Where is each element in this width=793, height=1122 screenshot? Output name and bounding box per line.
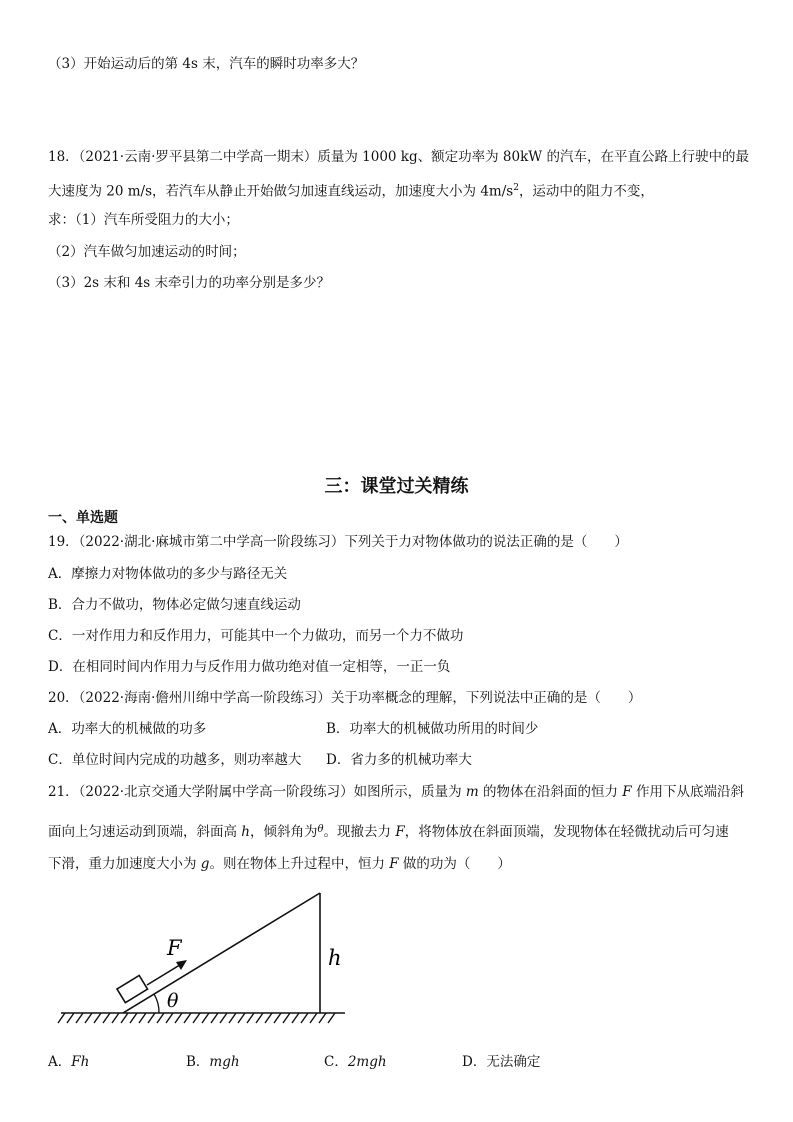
q21-var-f3: F: [389, 856, 399, 872]
q20-option-a: A．功率大的机械做的功多: [48, 721, 207, 737]
block: [117, 975, 148, 1002]
hatch-mark: [112, 1013, 119, 1023]
q19-stem: 19．（2022·湖北·麻城市第二中学高一阶段练习）下列关于力对物体做功的说法正确的是（ ）: [48, 534, 628, 550]
q21-line2b: ，倾斜角为: [250, 824, 318, 840]
hatch-mark: [148, 1013, 155, 1023]
incline-surface: [123, 893, 320, 1013]
hatch-mark: [283, 1013, 290, 1023]
angle-arc: [154, 994, 159, 1013]
q18-part1: 求：（1）汽车所受阻力的大小；: [48, 212, 239, 228]
q21-var-m: m: [465, 784, 479, 800]
q21-stem-line2: [48, 820, 729, 842]
hatch-mark: [166, 1013, 173, 1023]
force-arrow: [147, 963, 183, 985]
force-label: F: [167, 936, 182, 960]
q20-option-d: D．省力多的机械功率大: [326, 752, 472, 768]
hatch-mark: [220, 1013, 227, 1023]
q21-option-a-prefix: A．: [48, 1054, 72, 1070]
q21-var-f2: F: [395, 824, 405, 840]
hatch-mark: [184, 1013, 191, 1023]
q20-option-b: B．功率大的机械做功所用的时间少: [326, 721, 539, 737]
q18-stem-line2: [48, 178, 654, 202]
q21-option-a: [48, 1052, 89, 1072]
q21-line2c: 。现撤去力: [323, 824, 396, 840]
hatch-mark: [157, 1013, 164, 1023]
q18-stem-line1: 18．（2021·云南·罗平县第二中学高一期末）质量为 1000 kg、额定功率为 80kW 的汽车，在平直公路上行驶中的最: [48, 149, 749, 165]
hatch-mark: [211, 1013, 218, 1023]
q21-option-c-prefix: C．: [324, 1054, 348, 1070]
q21-option-b-prefix: B．: [186, 1054, 210, 1070]
q17-part3: （3）开始运动后的第 4s 末，汽车的瞬时功率多大？: [48, 56, 365, 72]
hatch-mark: [76, 1013, 83, 1023]
hatch-mark: [103, 1013, 110, 1023]
hatch-mark: [202, 1013, 209, 1023]
hatch-mark: [328, 1013, 335, 1023]
hatch-mark: [301, 1013, 308, 1023]
hatch-mark: [247, 1013, 254, 1023]
q21-option-a-value: Fh: [71, 1054, 90, 1070]
q19-option-a: A．摩擦力对物体做功的多少与路径无关: [48, 566, 288, 582]
hatch-mark: [94, 1013, 101, 1023]
q21-var-h: h: [241, 824, 250, 840]
hatch-marks: [58, 1013, 335, 1023]
q21-option-c-value: 2mgh: [347, 1054, 387, 1070]
q21-stem-line3: [48, 854, 511, 874]
q21-option-d-prefix: D．: [462, 1054, 487, 1070]
q21-line1a: 21．（2022·北京交通大学附属中学高一阶段练习）如图所示，质量为: [48, 784, 466, 800]
hatch-mark: [256, 1013, 263, 1023]
hatch-mark: [130, 1013, 137, 1023]
hatch-mark: [292, 1013, 299, 1023]
q21-option-b-value: mgh: [209, 1054, 240, 1070]
section-title: 三：课堂过关精练: [324, 476, 469, 497]
hatch-mark: [319, 1013, 326, 1023]
q21-var-theta: θ: [317, 824, 324, 835]
q21-line2d: ，将物体放在斜面顶端，发现物体在轻微扰动后可匀速: [404, 824, 729, 840]
q18-line2-sup: 2: [513, 183, 519, 193]
hatch-mark: [265, 1013, 272, 1023]
q21-line3b: 。则在物体上升过程中，恒力: [209, 856, 390, 872]
hatch-mark: [310, 1013, 317, 1023]
angle-label: θ: [167, 990, 179, 1012]
q19-option-b: B．合力不做功，物体必定做匀速直线运动: [48, 597, 301, 613]
q18-part2: （2）汽车做匀加速运动的时间；: [48, 244, 246, 260]
hatch-mark: [139, 1013, 146, 1023]
q21-var-g: g: [200, 856, 210, 872]
q21-line1b: 的物体在沿斜面的恒力: [478, 784, 623, 800]
q18-part3: （3）2s 末和 4s 末牵引力的功率分别是多少？: [48, 275, 330, 291]
hatch-mark: [67, 1013, 74, 1023]
q21-line3a: 下滑，重力加速度大小为: [48, 856, 201, 872]
force-arrowhead: [176, 960, 187, 970]
q20-stem: 20．（2022·海南·儋州川绵中学高一阶段练习）关于功率概念的理解，下列说法中正确的是（ ）: [48, 690, 642, 706]
section-subtitle: 一、单选题: [48, 510, 118, 526]
q21-option-b: [186, 1052, 240, 1072]
q21-line1c: 作用下从底端沿斜: [631, 784, 744, 800]
q21-option-d-value: 无法确定: [486, 1054, 541, 1070]
q21-line2a: 面向上匀速运动到顶端，斜面高: [48, 824, 242, 840]
q18-line2a: 大速度为 20 m/s，若汽车从静止开始做匀加速直线运动，加速度大小为 4m/s: [48, 183, 514, 200]
q21-var-f: F: [622, 784, 632, 800]
q18-line2b: ，运动中的阻力不变，: [518, 183, 654, 200]
q20-option-c: C．单位时间内完成的功越多，则功率越大: [48, 752, 302, 768]
hatch-mark: [85, 1013, 92, 1023]
hatch-mark: [175, 1013, 182, 1023]
hatch-mark: [121, 1013, 128, 1023]
q21-stem-line1: [48, 782, 744, 802]
hatch-mark: [193, 1013, 200, 1023]
hatch-mark: [58, 1013, 65, 1023]
hatch-mark: [238, 1013, 245, 1023]
hatch-mark: [274, 1013, 281, 1023]
q21-option-d: [462, 1052, 540, 1072]
hatch-mark: [229, 1013, 236, 1023]
q19-option-d: D．在相同时间内作用力与反作用力做功绝对值一定相等，一正一负: [48, 659, 451, 675]
q21-option-c: [324, 1052, 387, 1072]
q21-line3c: 做的功为（ ）: [398, 856, 511, 872]
height-label: h: [328, 946, 342, 970]
q19-option-c: C．一对作用力和反作用力，可能其中一个力做功，而另一个力不做功: [48, 628, 464, 644]
ground-hatch: [58, 1013, 345, 1023]
incline-figure: [55, 885, 355, 1030]
